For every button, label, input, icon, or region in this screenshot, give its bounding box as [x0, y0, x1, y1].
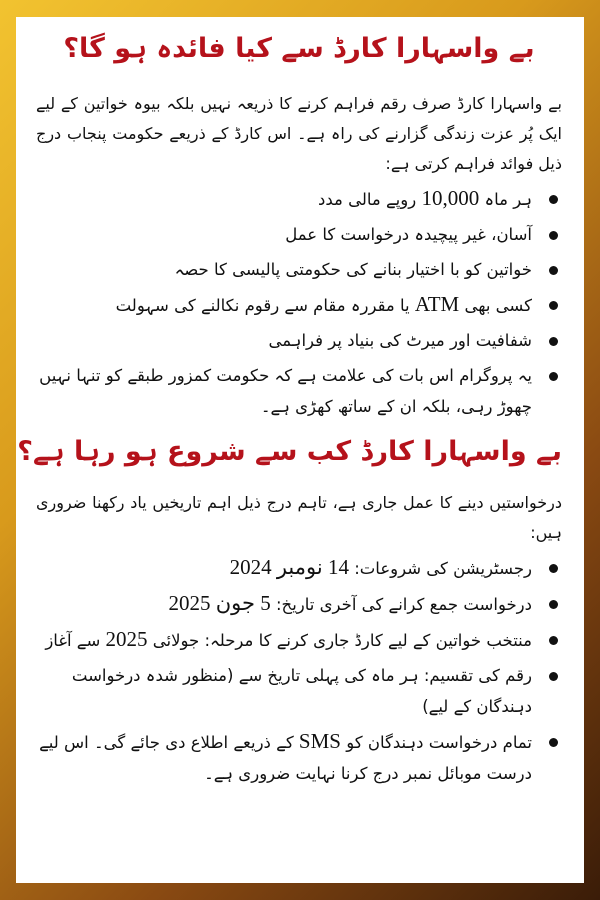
bullet-icon — [549, 231, 558, 240]
bullet-icon — [549, 564, 558, 573]
list-item: شفافیت اور میرٹ کی بنیاد پر فراہمی — [36, 325, 562, 356]
bullet-icon — [549, 372, 558, 381]
bullet-icon — [549, 738, 558, 747]
bullet-icon — [549, 672, 558, 681]
dates-intro-paragraph: درخواستیں دینے کا عمل جاری ہے، تاہم درج ذیل اہم تاریخیں یاد رکھنا ضروری ہیں: — [36, 493, 562, 542]
list-item: کسی بھی ATM یا مقررہ مقام سے رقوم نکالنے کی سہولت — [36, 289, 562, 321]
list-item: خواتین کو با اختیار بنانے کی حکومتی پالیسی کا حصہ — [36, 254, 562, 285]
intro-paragraph: بے واسہارا کارڈ صرف رقم فراہم کرنے کا ذریعہ نہیں بلکہ بیوہ خواتین کے لیے ایک پُر عزت زندگی گزارنے کی راہ ہے۔ اس کارڈ کے ذریعے حکومت پنجاب درج ذیل فوائد فراہم کرتی ہے: — [36, 94, 562, 173]
list-item: یہ پروگرام اس بات کی علامت ہے کہ حکومت کمزور طبقے کو تنہا نہیں چھوڑ رہی، بلکہ ان کے ساتھ کھڑی ہے۔ — [36, 360, 562, 422]
dates-list — [36, 552, 562, 789]
benefits-list — [36, 183, 562, 422]
content-panel — [16, 17, 584, 883]
list-item: رقم کی تقسیم: ہر ماہ کی پہلی تاریخ سے (منظور شدہ درخواست دہندگان کے لیے) — [36, 660, 562, 722]
list-item: درخواست جمع کرانے کی آخری تاریخ: 5 جون 2025 — [36, 588, 562, 620]
heading-start-date: بے واسہارا کارڈ کب سے شروع ہو رہا ہے؟ — [17, 436, 562, 467]
list-item: منتخب خواتین کے لیے کارڈ جاری کرنے کا مرحلہ: جولائی 2025 سے آغاز — [36, 624, 562, 656]
bullet-icon — [549, 636, 558, 645]
list-item: آسان، غیر پیچیدہ درخواست کا عمل — [36, 219, 562, 250]
bullet-icon — [549, 337, 558, 346]
bullet-icon — [549, 301, 558, 310]
bullet-icon — [549, 600, 558, 609]
list-item: ہر ماہ 10,000 روپے مالی مدد — [36, 183, 562, 215]
list-item: تمام درخواست دہندگان کو SMS کے ذریعے اطلاع دی جائے گی۔ اس لیے درست موبائل نمبر درج کرنا نہایت ضروری ہے۔ — [36, 726, 562, 789]
bullet-icon — [549, 195, 558, 204]
heading-benefits: بے واسہارا کارڈ سے کیا فائدہ ہو گا؟ — [63, 33, 535, 64]
bullet-icon — [549, 266, 558, 275]
list-item: رجسٹریشن کی شروعات: 14 نومبر 2024 — [36, 552, 562, 584]
